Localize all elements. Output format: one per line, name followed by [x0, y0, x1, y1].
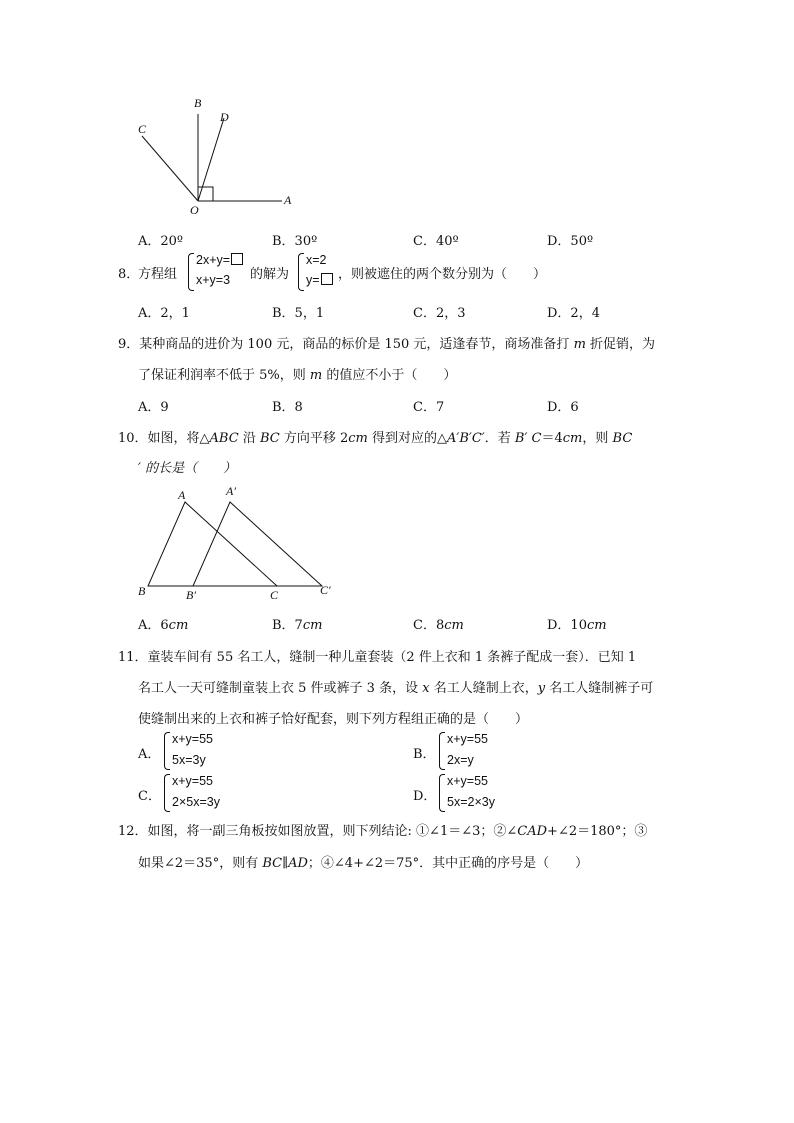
q8-eq2: x+y=3 — [196, 273, 231, 287]
brace — [439, 774, 445, 812]
q9-line1: 9．某种商品的进价为 100 元，商品的标价是 150 元，适逢春节，商场准备打 m 折促销，为 — [118, 337, 656, 352]
q8-pre: 方程组 — [138, 267, 178, 282]
q11-line3: 使缝制出来的上衣和裤子恰好配套，则下列方程组正确的是（ ） — [138, 712, 529, 727]
ray-OC — [142, 136, 198, 201]
label-Bp: B′ — [186, 588, 196, 602]
q12-line2: 如果∠2＝35°，则有 BC∥AD；④∠4+∠2＝75°．其中正确的序号是（ ） — [138, 856, 589, 871]
q12-line1: 12．如图，将一副三角板按如图放置，则下列结论: ①∠1＝∠3；②∠CAD+∠2＝180°；③ — [118, 824, 648, 839]
q9-option-d: D．6 — [547, 400, 579, 415]
q8-system-brace — [188, 253, 194, 291]
q10-option-b: B．7cm — [272, 618, 323, 633]
hidden-box-2 — [321, 273, 333, 285]
label-B: B — [138, 584, 146, 598]
q7-option-d: D．50º — [547, 234, 594, 249]
q8-sol1: x=2 — [306, 253, 327, 267]
label-O: O — [190, 203, 199, 217]
label-Ap: A′ — [226, 484, 236, 498]
q8-solution-brace — [298, 253, 304, 291]
triangle-ABC — [148, 502, 277, 586]
q8-mid: 的解为 — [250, 267, 290, 282]
brace — [164, 732, 170, 770]
q7-angle-figure — [120, 90, 310, 220]
brace — [439, 732, 445, 770]
var-m-2: m — [309, 368, 323, 383]
brace — [164, 774, 170, 812]
q10-option-d: D．10cm — [547, 618, 607, 633]
label-Cp: C′ — [320, 583, 331, 597]
q8-option-a: A．2，1 — [138, 306, 190, 321]
q10-option-a: A．6cm — [138, 618, 189, 633]
label-A: A — [178, 488, 186, 502]
q9-option-b: B．8 — [272, 400, 303, 415]
label-D: D — [220, 110, 229, 124]
label-C: C — [138, 122, 147, 136]
q11-line1: 11．童装车间有 55 名工人，缝制一种儿童套装（2 件上衣和 1 条裤子配成一套）．已知 1 — [118, 650, 637, 665]
q8-post: ，则被遮住的两个数分别为（ ） — [338, 267, 547, 282]
q8-option-d: D．2，4 — [547, 306, 600, 321]
q8-stem — [118, 253, 738, 293]
q10-option-c: C．8cm — [413, 618, 464, 633]
q8-option-c: C．2，3 — [413, 306, 466, 321]
q7-option-a: A．20º — [138, 234, 184, 249]
q8-eq1: 2x+y= — [196, 253, 243, 267]
q9-option-a: A．9 — [138, 400, 169, 415]
label-C: C — [270, 588, 279, 602]
q9-line2: 了保证利润率不低于 5%，则 m 的值应不小于（ ） — [138, 368, 457, 383]
q7-option-c: C．40º — [413, 234, 459, 249]
q9-option-c: C．7 — [413, 400, 445, 415]
q7-option-b: B．30º — [272, 234, 318, 249]
q11-line2: 名工人一天可缝制童装上衣 5 件或裤子 3 条，设 x 名工人缝制上衣，y 名工人缝制裤子可 — [138, 681, 654, 696]
label-A: A — [284, 193, 292, 207]
hidden-box-1 — [231, 253, 243, 265]
q10-line2: ′ 的长是（ ） — [138, 461, 237, 476]
q8-number: 8． — [118, 267, 140, 282]
ray-OD — [198, 118, 224, 201]
var-m: m — [573, 337, 586, 352]
q8-sol2: y= — [306, 273, 333, 287]
q10-translation-figure — [130, 480, 350, 605]
triangle-ApBpCp — [193, 502, 322, 586]
q8-option-b: B．5，1 — [272, 306, 325, 321]
q10-line1: 10．如图，将△ABC 沿 BC 方向平移 2cm 得到对应的△A′B′C′．若 B′ C＝4cm，则 BC — [118, 431, 633, 446]
label-B: B — [194, 96, 202, 110]
